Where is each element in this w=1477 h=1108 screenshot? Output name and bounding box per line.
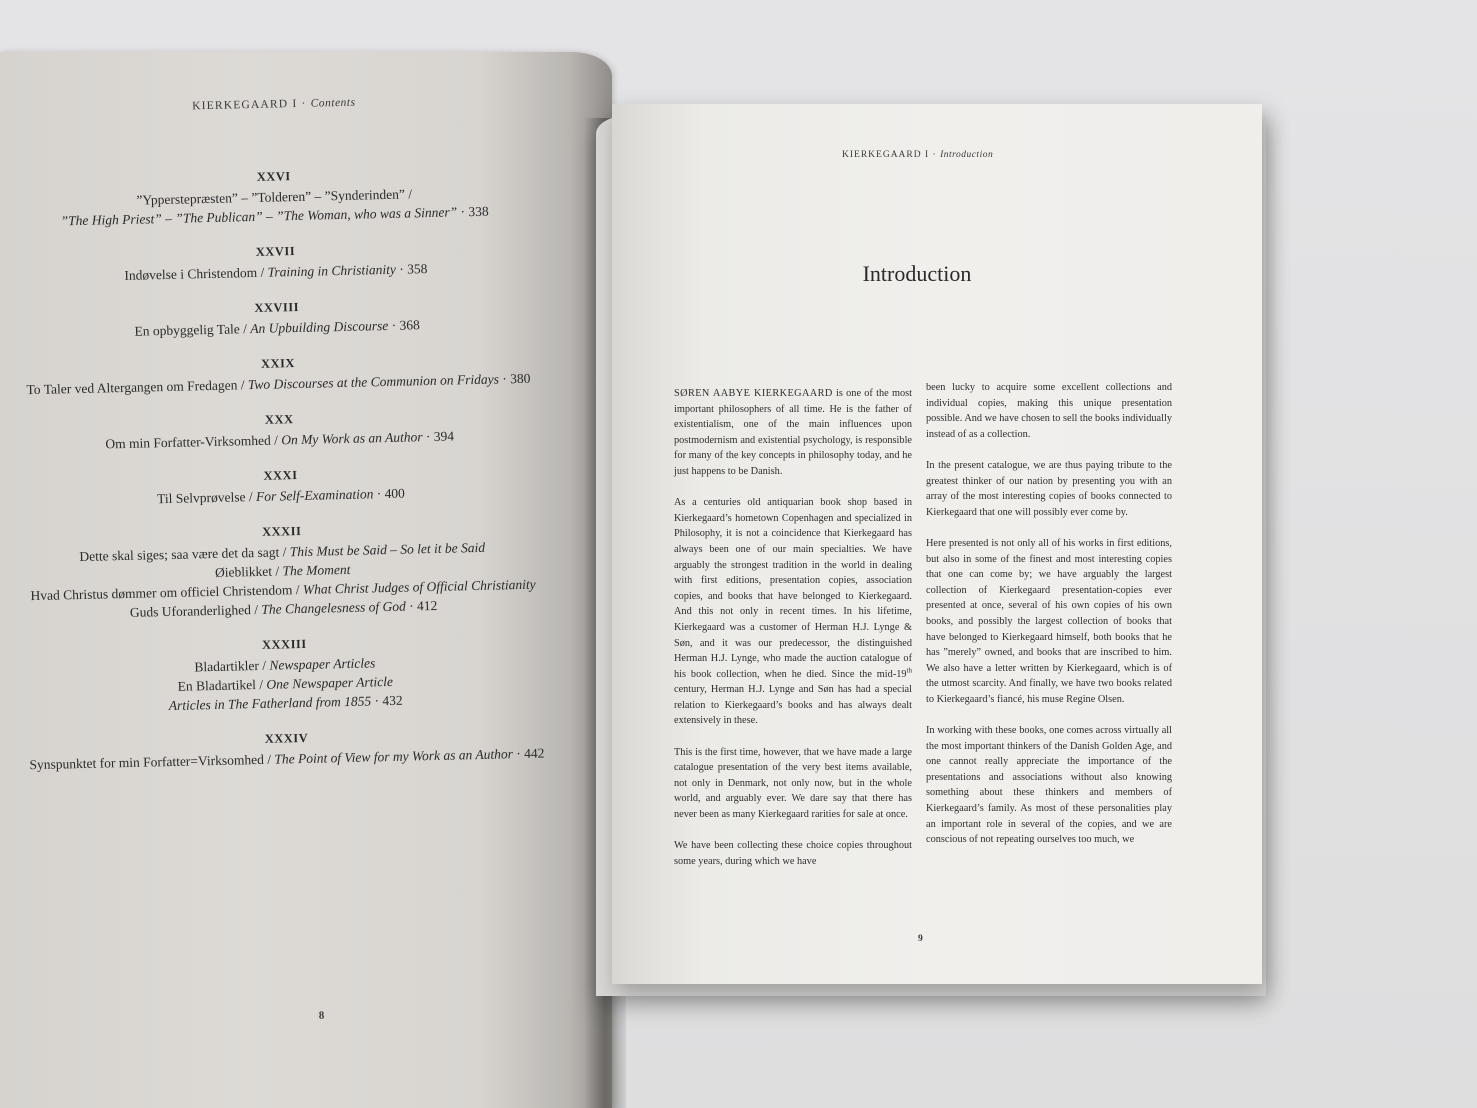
- toc-italic-text: One Newspaper Article: [266, 673, 394, 692]
- toc-italic-text: An Upbuilding Discourse: [250, 317, 389, 337]
- page-number-right: 9: [918, 934, 923, 944]
- page-title: Introduction: [862, 261, 972, 286]
- toc-plain-text: Øieblikket /: [214, 563, 283, 580]
- paragraph: Here presented is not only all of his works in first editions, but also in some of the finest and most interesting copies that one can come by; we have arguably the largest collection of Kierkegaard presentation-copies ever presented at once, several of his own copies of his own books, and possibly the largest collection of books that have belonged to Kierkegaard himself, both books that he has ”merely” owned, and books that are inscribed to him. We also have a letter written by Kierkegaard, which is of the utmost scarcity. And finally, we have two books related to Kierkegaard’s fiancé, his muse Regine Olsen.: [926, 537, 1172, 705]
- right-running-head-main: KIERKEGAARD I ·: [842, 150, 941, 160]
- toc-plain-text: Til Selvprøvelse /: [156, 489, 257, 507]
- toc-italic-text: ”The High Priest” – ”The Publican” – ”The Woman, who was a Sinner”: [60, 204, 458, 229]
- left-running-head-main: KIERKEGAARD I ·: [191, 97, 311, 113]
- toc-page-text: · 358: [395, 261, 428, 277]
- toc-entry: [0, 236, 556, 288]
- toc-italic-text: The Point of View for my Work as an Author: [274, 746, 514, 767]
- toc-roman-numeral: XXX: [264, 412, 294, 427]
- toc-roman-numeral: XXXII: [261, 523, 302, 539]
- paragraph: In the present catalogue, we are thus paying tribute to the greatest thinker of our nation by presenting you with an array of the most interesting copies of books connected to Kierkegaard that one will possibly ever come by.: [926, 459, 1172, 518]
- toc-entry: [0, 161, 555, 232]
- toc-page-text: · 368: [388, 317, 420, 333]
- left-running-head-sub: Contents: [310, 96, 356, 110]
- toc-page-text: · 400: [373, 485, 406, 502]
- toc-plain-text: En opbyggelig Tale /: [134, 321, 251, 339]
- toc-plain-text: Hvad Christus dømmer om officiel Christendom /: [30, 581, 304, 604]
- text-column-right: [926, 380, 1172, 863]
- toc-plain-text: ”Ypperstepræsten” – ”Tolderen” – ”Synderinden” /: [136, 186, 413, 208]
- toc-entry: [0, 460, 561, 512]
- toc-italic-text: Articles in The Fatherland from 1855: [168, 693, 372, 714]
- toc-entry: [0, 292, 557, 344]
- toc-roman-numeral: XXXIII: [261, 636, 307, 652]
- paragraph: [674, 495, 912, 729]
- paragraph-lead: SØREN AABYE KIERKEGAARD: [674, 388, 833, 399]
- toc-plain-text: Om min Forfatter-Virksomhed /: [105, 432, 282, 452]
- paragraph: In working with these books, one comes across virtually all the most important thinkers of the Danish Golden Age, and one cannot really appreciate the importance of the presentations and associations without also knowing something about these thinkers and members of Kierkegaard’s family. As most of these personalities play an important role in several of the copies, and we are conscious of not repeating ourselves too much, we: [926, 725, 1172, 846]
- toc-entry: [0, 404, 560, 456]
- toc-italic-text: What Christ Judges of Official Christianity: [302, 576, 536, 597]
- toc-page-text: · 412: [405, 597, 438, 614]
- toc-plain-text: Indøvelse i Christendom /: [124, 264, 268, 283]
- toc-italic-text: For Self-Examination: [255, 486, 374, 505]
- toc-roman-numeral: XXVII: [255, 244, 296, 259]
- page-number-left: 8: [318, 1009, 325, 1022]
- text-column-left: [674, 386, 912, 885]
- toc-plain-text: Bladartikler /: [194, 657, 270, 675]
- paragraph-text: As a centuries old antiquarian book shop based in Kierkegaard’s hometown Copenhagen and specialized in Philosophy, it is not a coincidence that Kierkegaard has always been one of our main specialties. We have arguably the strongest tradition in the world in dealing with first editions, presentation copies, association copies, and books that have belonged to Kierkegaard. And this not only in recent times. In his lifetime, Kierkegaard was a customer of Herman H.J. Lynge & Søn, and it was our predecessor, the distinguished Herman H.J. Lynge, who made the auction catalogue of his book collection, when he died. Since the mid-19: [674, 497, 912, 680]
- paragraph-text: century, Herman H.J. Lynge and Søn has had a special relation to Kierkegaard’s books and has always dealt extensively in these.: [674, 684, 912, 727]
- toc-page-text: · 442: [512, 745, 545, 762]
- left-page-contents: [0, 52, 612, 1108]
- toc-italic-text: On My Work as an Author: [281, 429, 423, 448]
- toc-roman-numeral: XXIX: [260, 356, 296, 371]
- toc-plain-text: Guds Uforanderlighed /: [129, 601, 262, 620]
- toc-page-text: · 432: [370, 692, 403, 709]
- toc-entry: [4, 629, 566, 719]
- toc-entry: [2, 516, 564, 625]
- toc-plain-text: En Bladartikel /: [177, 676, 267, 694]
- paragraph: been lucky to acquire some excellent collections and individual copies, making this unique presentation possible. And we have chosen to sell the books individually instead of as a collection.: [926, 382, 1172, 440]
- paragraph: We have been collecting these choice copies throughout some years, during which we have: [674, 840, 912, 867]
- toc-entry: [0, 348, 559, 400]
- toc-italic-text: This Must be Said – So let it be Said: [289, 539, 486, 560]
- left-page-content: [0, 52, 595, 1108]
- right-page-introduction: [612, 104, 1262, 984]
- right-running-head-sub: Introduction: [940, 150, 994, 160]
- toc-roman-numeral: XXVI: [256, 169, 291, 184]
- toc-roman-numeral: XXXIV: [264, 730, 309, 746]
- toc-plain-text: Synspunktet for min Forfatter=Virksomhed /: [29, 751, 275, 773]
- toc-page-text: · 380: [498, 370, 531, 387]
- toc-italic-text: The Changelesness of God: [261, 598, 406, 617]
- toc-plain-text: Dette skal siges; saa være det da sagt /: [79, 544, 290, 565]
- toc-italic-text: Training in Christianity: [267, 261, 397, 280]
- toc-entry: [6, 723, 567, 775]
- paragraph: This is the first time, however, that we have made a large catalogue presentation of the very best items available, not only in Denmark, not only now, but in the whole world, and arguably ever. We dare say that there has never been as many Kierkegaard rarities for sale at once.: [674, 746, 912, 821]
- toc-page-text: · 394: [422, 428, 455, 445]
- toc-page-text: · 338: [457, 203, 489, 220]
- toc-italic-text: Newspaper Articles: [269, 655, 376, 673]
- left-running-head: [192, 97, 356, 113]
- paragraph: [674, 386, 912, 480]
- paragraph-text: is one of the most important philosophers of all time. He is the father of existentialism, one of the main influences upon postmodernism and existential psychology, is responsible for many of the key concepts in philosophy today, and he just happens to be Danish.: [674, 388, 912, 477]
- right-running-head: [842, 150, 993, 160]
- toc-italic-text: Two Discourses at the Communion on Fridays: [247, 371, 500, 393]
- toc-plain-text: To Taler ved Altergangen om Fredagen /: [26, 377, 249, 398]
- table-of-contents: [0, 161, 567, 792]
- toc-italic-text: The Moment: [282, 561, 351, 579]
- toc-roman-numeral: XXVIII: [254, 299, 300, 315]
- toc-roman-numeral: XXXI: [263, 468, 298, 483]
- superscript: th: [906, 666, 912, 675]
